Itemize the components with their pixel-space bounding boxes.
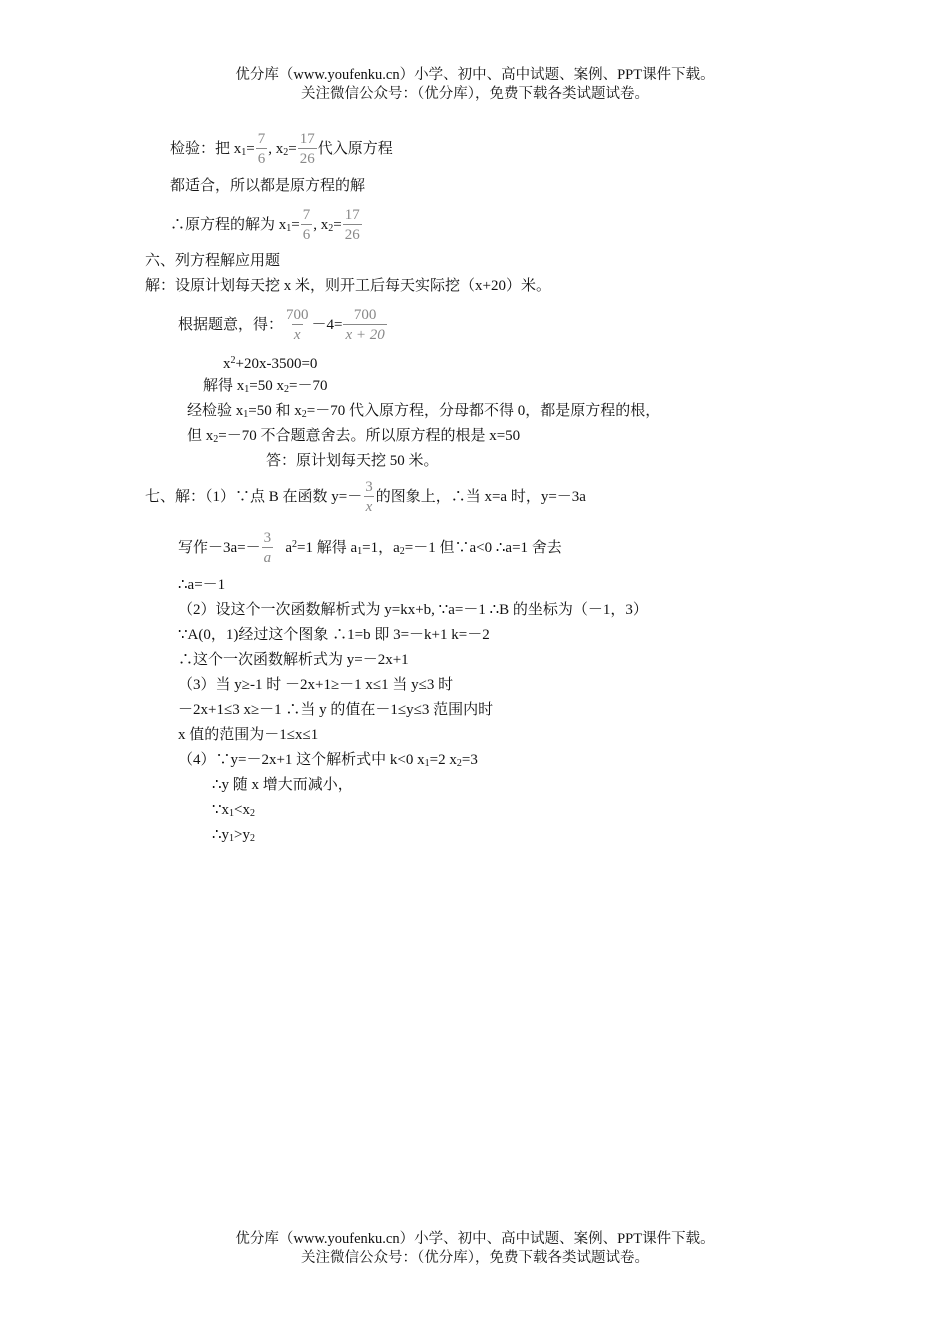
fraction: $\frac{700}{x + 20}$	[345, 307, 385, 343]
seven-line-3: ∴a=－1	[178, 577, 226, 593]
six-verify: 经检验 $x_1=50$ 和 $x_2=-70$ 代入原方程，分母都不得 0，都是原方程的根，	[187, 403, 661, 420]
header-line-1: 优分库（www.youfenku.cn）小学、初中、高中试题、案例、PPT课件下载。	[235, 67, 715, 83]
check-solution: ∴原方程的解为 $x_1=$ $\frac{7}{6}$ , $x_2=$ $\frac{17}{26}$	[170, 207, 360, 243]
fraction: $\frac{7}{6}$	[302, 207, 311, 243]
seven-line-10: （4）∵y=－2x+1 这个解析式中 k<0 $x_1=2$ $x_2=3$	[178, 752, 478, 769]
footer-line-2: 关注微信公众号：（优分库），免费下载各类试题试卷。	[301, 1250, 649, 1266]
seven-line-11: ∴y 随 x 增大而减小，	[212, 777, 353, 793]
footer-line-1: 优分库（www.youfenku.cn）小学、初中、高中试题、案例、PPT课件下载。	[235, 1231, 715, 1247]
seven-line-5: ∵A(0，1)经过这个图象 ∴1=b 即 3=－k+1 k=－2	[178, 627, 490, 643]
fraction: $\frac{700}{x}$	[286, 307, 309, 343]
six-discard: 但 $x_2=-70$ 不合题意舍去。所以原方程的根是 x=50	[187, 428, 521, 445]
six-answer: 答：原计划每天挖 50 米。	[266, 453, 439, 469]
check-line: 检验：把 $x_1=$ $\frac{7}{6}$ , $x_2=$ $\frac{17}{26}$ 代入原方程	[170, 131, 393, 167]
fraction: $\frac{3}{a}$	[263, 530, 272, 567]
seven-line-6: ∴这个一次函数解析式为 y=－2x+1	[178, 652, 409, 668]
seven-line-7: （3）当 y≥-1 时 －2x+1≥－1 x≤1 当 y≤3 时	[178, 677, 454, 693]
seven-line-12: $\because x_1<x_2$	[212, 802, 256, 819]
fraction: $\frac{17}{26}$	[299, 131, 315, 167]
check-conclusion: 都适合，所以都是原方程的解	[170, 178, 366, 194]
seven-line-9: x 值的范围为－1≤x≤1	[178, 727, 319, 743]
seven-line-4: （2）设这个一次函数解析式为 y=kx+b, ∵a=－1 ∴B 的坐标为（－1，3）	[178, 602, 648, 618]
fraction: $\frac{7}{6}$	[257, 131, 266, 167]
fraction: $\frac{3}{x}$	[365, 479, 373, 515]
seven-line-13: $\therefore y_1>y_2$	[212, 827, 256, 844]
section-six-heading: 六、列方程解应用题	[145, 253, 281, 269]
six-setup: 解：设原计划每天挖 x 米，则开工后每天实际挖（x+20）米。	[145, 278, 551, 294]
seven-line-2: 写作－3a=－ $\frac{3}{a}$ $a^2=1$ 解得 $a_1=1$，$a_2=-1$ 但∵a<0 ∴a=1 舍去	[178, 530, 562, 567]
six-solve: 解得 $x_1=50$ $x_2=-70$	[203, 378, 328, 395]
fraction: $\frac{17}{26}$	[344, 207, 360, 243]
seven-line-8: －2x+1≤3 x≥－1 ∴当 y 的值在－1≤y≤3 范围内时	[178, 702, 494, 718]
header-line-2: 关注微信公众号：（优分库），免费下载各类试题试卷。	[301, 86, 649, 102]
six-equation: 根据题意，得： $\frac{700}{x}$ －4= $\frac{700}{x + 20}$	[178, 307, 385, 343]
seven-line-1: 七、解：（1）∵点 B 在函数 y=－ $\frac{3}{x}$ 的图象上，∴当 x=a 时，y=－3a	[145, 479, 586, 515]
six-quadratic: $x^2+20x-3500=0$	[223, 355, 318, 372]
